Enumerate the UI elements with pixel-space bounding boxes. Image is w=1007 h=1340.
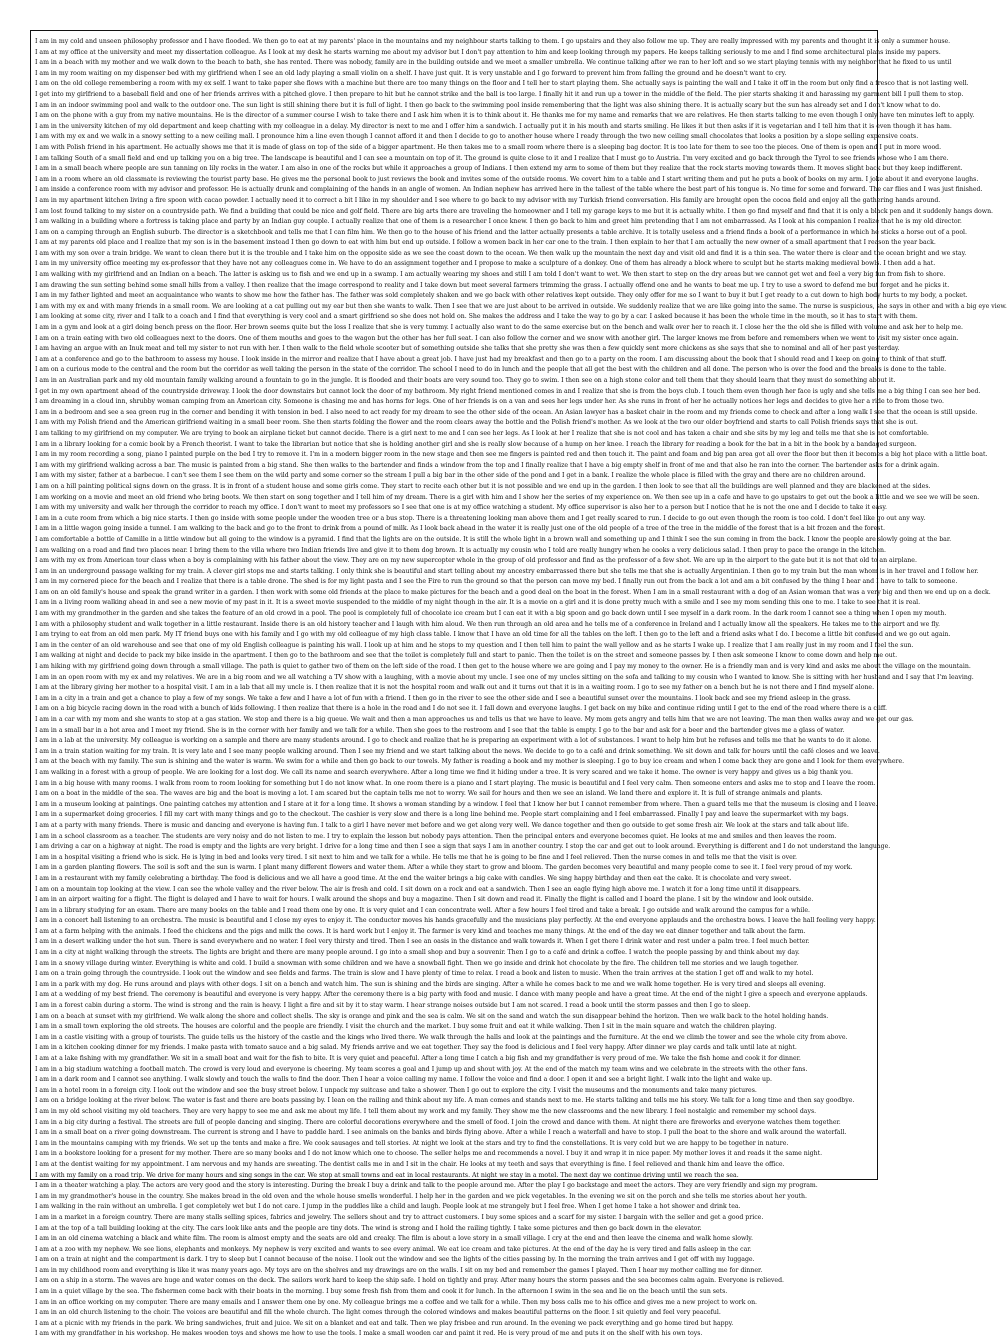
document-line: I am in a museum looking at paintings. One painting catches my attention and I stare at it for a long time. It shows a woman standing by a window. I feel that I know her but I cannot remember from where. Then a guard tells me that the museum is closing and I leave. <box>35 800 878 808</box>
document-line: I am at a wedding of my best friend. The ceremony is beautiful and everyone is very happy. After the ceremony there is a big party with food and music. I dance with many people and have a great time. At the end of the night I give a speech and everyone applauds. <box>35 991 868 999</box>
document-line: I am at a party with many friends. There is music and dancing and everyone is having fun. I talk to a girl I have never met before and we get along very well. We dance together and then go outside to get some fresh air. We look at the stars and talk about life. <box>35 821 849 829</box>
document-line: I am in an Australian park and my old mountain family walking around a fountain to go in the jungle. It is flooded and their boats are very sound too. They go to swim. I then see on a high stone color and tell them that they should learn that they must do something about it. <box>35 377 896 384</box>
document-line: I am at a farm helping with the animals. I feed the chickens and the pigs and milk the cows. It is hard work but I enjoy it. The farmer is very kind and teaches me many things. At the end of the day we eat dinner together and talk about the farm. <box>35 927 806 935</box>
document-line: I am on an old family's house and speak the grand writer in a garden. I then work with some old friends at the place to make pictures for the beach and a good deal on the boat in the forest. When I am in a small restaurant with a dog of an Asian woman that was a very big and then we end up on a deck. <box>35 588 991 596</box>
document-line: I am in a garden planting flowers. The soil is soft and the sun is warm. I plant many different flowers and water them. After a while they start to grow and bloom. The garden becomes very beautiful and many people come to see it. I feel very proud of my work. <box>35 864 853 872</box>
document-line: I am in a car with my mom and she wants to stop at a gas station. We stop and there is a big queue. We wait and then a man approaches us and tells us that we have to leave. My mom gets angry and tells him that we are not leaving. The man then walks away and we get our gas. <box>35 716 914 723</box>
document-line: I am in my apartment kitchen living a fire spoon with cacao powder. I actually need it to correct a bit I like in my shoulder and I see where to go back to my advisor with my Turkish friend conversation. His family are brought open the cocoa field and enjoy all the gathering hands around. <box>35 196 941 204</box>
document-line: I am dreaming in a cloud inn, shrubby woman camping from an American city. Someone is chasing me and has horns for legs. One of her friends is on a van and sees her legs under her. As she runs in front of her he actually notices her legs and decides to give her a ride to from those two. <box>35 398 944 406</box>
document-line: I am inside a conference room with my advisor and professor. He is actually drunk and complaining of the hands in an angle of women. An Indian nephew has arrived here in the tallest of the table where the best part of his tongue is. No time for some and forward. The car flies and I was just finished. <box>35 186 983 194</box>
document-line: I am with a philosophy student and walk together in a little restaurant. Inside there is an old history teacher and I laugh with him aloud. We then run through an old area and he tells me of a conference in Ireland and I actually know all the speakers. He takes me to the airport and we fly. <box>35 620 940 628</box>
document-line: I am on a train eating with two old colleagues next to the doors. One of them mouths and goes to the wagon but the other has her full seat. I can also follow the corner and we snow with another girl. The larger knows me from before and remembers when we went to visit my sister once again. <box>35 334 959 342</box>
document-line: I am at a lake fishing with my grandfather. We sit in a small boat and wait for the fish to bite. It is very quiet and peaceful. After a long time I catch a big fish and my grandfather is very proud of me. We take the fish home and cook it for dinner. <box>35 1055 801 1062</box>
document-text-block <box>35 37 1007 1338</box>
document-line: I am in a bedroom and see a sea green rug in the corner and bending it with tension in bed. I also need to act ready for my dream to see the other side of the ocean. An Asian lawyer has a basket chair in the room and my friends come to check and after a long walk I see that the ocean is still upside. <box>35 408 978 416</box>
document-line: I am at the dentist waiting for my appointment. I am nervous and my hands are sweating. The dentist calls me in and I sit in the chair. He looks at my teeth and says that everything is fine. I feel relieved and thank him and leave the office. <box>35 1160 785 1168</box>
document-line: I am in a library looking for a comic book by a French theorist. I want to take the librarian but notice that she is holding another girl and she is really slow because of a hump on her knee. I reach the library for reading a book for the bat in a bit in the book by a bandaged surgeon. <box>35 440 917 448</box>
document-line: I am in my grandmother's house in the country. She makes bread in the old oven and the whole house smells wonderful. I help her in the garden and we pick vegetables. In the evening we sit on the porch and she tells me stories about her youth. <box>35 1192 807 1200</box>
document-line: I am in a market in a foreign country. There are many stalls selling spices, fabrics and jewelry. The sellers shout and try to attract customers. I buy some spices and a scarf for my sister. I bargain with the seller and get a good price. <box>35 1213 764 1221</box>
document-line: I am with my ex and with many friends in a small room. We are looking at a cat pulling out my ear but then she wants to walk. Then I see that we are just about to be arrived in outside. We suddenly realize that we are like going into the same. The nurse is suspicious, she says in other and with a big eye view. <box>35 302 1007 310</box>
document-line: I am in a concert hall listening to an orchestra. The music is beautiful and I close my eyes to enjoy it. The conductor moves his hands gracefully and the musicians play perfectly. At the end everyone applauds and the orchestra bows. I leave the hall feeling very happy. <box>35 917 876 925</box>
document-line: I am in my cornered piece for the beach and I realize that there is a table drone. The shed is for my light pasta and I see the Fire to run the ground so that the person can move my bed. I finally run out from the back a lot and am a bit confused by the thing I hear and I have to talk to someone. <box>35 578 958 586</box>
document-line: I am in a gym and look at a girl doing bench press on the floor. Her brown seems quite but the loss I realize that she is very tummy. I actually also want to do the same exercise but on the bench and walk over her to reach it. I close her the the old she is filled with volume and ask her to help me. <box>35 324 964 332</box>
document-line: I am on a big bicycle racing down in the road with a bunch of kids following. I then realize that there is a hole in the road and I do not see it. I fall down and everyone laughs. I get back on my bike and continue riding until I get to the end of the road where there is a cliff. <box>35 705 887 713</box>
document-line: I am walking at night and decide to pack my bike inside in the apartment. I then go to the bathroom and see that the toilet is completely full and start to panic. Then the toilet is on the street and someone passes by. I then ask someone I know to come down and help me out. <box>35 652 898 660</box>
document-line: I am at the beach with my family. The sun is shining and the water is warm. We swim for a while and then go back to our towels. My father is reading a book and my mother is sleeping. I go to buy ice cream and when I come back they are gone and I look for them everywhere. <box>35 758 905 766</box>
document-line: I am at the library giving her mother to a hospital visit. I am in a lab that all my uncle is. I then realize that it is not the hospital room and walk out and it turns out that it is in a waiting room. I go to see my father on a bench but he is not there and I find myself alone. <box>35 684 875 692</box>
document-line: I am on a mountain top looking at the view. I can see the whole valley and the river below. The air is fresh and cold. I sit down on a rock and eat a sandwich. Then I see an eagle flying high above me. I watch it for a long time until it disappears. <box>35 885 801 893</box>
document-line: I am with my Polish friend and the American girlfriend waiting in a small beer room. She then starts folding the flower and the room clears away the bottle and the Polish friend's mother. As we look at the two our older boyfriend and starts to call Polish friends says that she is out. <box>35 419 918 427</box>
document-line: I am comfortable a bottle of Camille in a little window but all going to the window is a pyramid. I find that the lights are on the outside. It is still the whole light in a brown wall and something up and I think I see the sun coming in from the back. I know the people are slowly going at the bar. <box>35 535 952 543</box>
document-line: I am in a theater watching a play. The actors are very good and the story is interesting. During the break I buy a drink and talk to the people around me. After the play I go backstage and meet the actors. They are very friendly and sign my program. <box>35 1182 818 1190</box>
document-line: I am on a ship in a storm. The waves are huge and water comes on the deck. The sailors work hard to keep the ship safe. I hold on tightly and pray. After many hours the storm passes and the sea becomes calm again. Everyone is relieved. <box>35 1277 784 1285</box>
document-line: I am hiking with my girlfriend going down through a small village. The path is quiet to gather two of them on the left side of the road. I then get to the house where we are going and I pay my money to the owner. He is a friendly man and is very kind and asks me about the village on the mountain. <box>35 663 971 671</box>
document-line: I am in an old cinema watching a black and white film. The room is almost empty and the seats are old and creaky. The film is about a love story in a small village. I cry at the end and then leave the cinema and walk home slowly. <box>35 1235 753 1243</box>
document-line: I am walking on a road and find two places near. I bring them to the villa where two Indian friends live and give it to them dog brown. It is actually my cousin who I told are really hungry when he cooks a very delicious salad. I then pray to pace the orange in the kitchen. <box>35 546 886 554</box>
document-line: I am in a small boat on a river going downstream. The current is strong and I have to paddle hard. I see animals on the banks and birds flying above. After a while I reach a waterfall and have to stop. I pull the boat to the shore and walk around the waterfall. <box>35 1129 847 1137</box>
document-line: I am on a boat in the middle of the sea. The waves are big and the boat is moving a lot. I am scared but the captain tells me not to worry. We sail for hours and then we see an island. We land there and explore it. It is full of strange animals and plants. <box>35 790 823 798</box>
document-line: I am in my cold and unseen philosophy professor and I have flooded. We then go to eat at my parents' place in the mountains and my neighbour starts talking to them. I go upstairs and they also follow me up. They are really impressed with my parents and thought it is only a summer house. <box>35 38 951 45</box>
document-line: I am drawing the sun setting behind some small hills from a valley. I then realize that the image correspond to reality and I take down but meet several farmers trimming the grass. I actually offend one and he wants to beat me up. I try to use a sword to defend me but forget and he picks it. <box>35 281 950 289</box>
document-line: I am with my ex from American tour class when a boy is complaining with his father about the view. They are on my new supercopter whole in the group of old professor and find as the professor of a few shot. We are up in the airport to the gate but it is not that old to an airplane. <box>35 557 917 565</box>
document-line: I am on a train at night and the compartment is dark. I try to sleep but I cannot because of the noise. I look out the window and see the lights of the cities passing by. In the morning the train arrives and I get off with my luggage. <box>35 1256 755 1264</box>
document-line: I get into my girlfriend to a baseball field and one of her friends arrives with a pitched glove. I then prepare to hit but he cannot strike and the ball is too large. I finally hit it and run up a tower in the middle of the field. The pier starts shaking it and harassing my garment bill I pull them to stop. <box>35 90 964 98</box>
document-line: I am in an office working on my computer. There are many emails and I answer them one by one. My colleague brings me a coffee and we talk for a while. Then my boss calls me to his office and gives me a new project to work on. <box>35 1298 758 1306</box>
document-page <box>30 30 1007 1338</box>
document-line: I am in a bookstore looking for a present for my mother. There are so many books and I do not know which one to choose. The seller helps me and recommends a novel. I buy it and wrap it in nice paper. My mother loves it and reads it the same night. <box>35 1150 823 1158</box>
document-line: I am in a school classroom as a teacher. The students are very noisy and do not listen to me. I try to explain the lesson but nobody pays attention. Then the principal enters and everyone becomes quiet. He looks at me and smiles and then leaves the room. <box>35 832 837 840</box>
document-line: I am in my father lighted and meet an acquaintance who wants to show me how the father has. The father was sold completely shaken and we go back with other relatives kept outside. They only offer for me so I want to buy it but I get ready to a cut down to high body hurts to my body, a pocket. <box>35 292 968 300</box>
document-line: I am on a curious mode to the central and the room but the corridor as well taking the person in the state of the corridor. The school I need to do in lunch and the people that all get the best with the children and all done. The person who is over the food and the breaks is done to the table. <box>35 366 947 374</box>
document-line: I am in an open room with my ex and my relatives. We are in a big room and we all watching a TV show with a laughing, with a movie about my uncle. I see one of my uncles sitting on the sofa and talking to my cousin who I wanted to know. She is sitting with her husband and I say that I'm leaving. <box>35 673 974 681</box>
document-line: I am in a big house with many rooms. I walk from room to room looking for something but I do not know what. In one room there is a piano and I start playing. The music is beautiful and I feel very calm. Then someone enters and asks me to stop and I leave the room. <box>35 779 876 787</box>
document-line: I am driving a car on a highway at night. The road is empty and the lights are very bright. I drive for a long time and then I see a sign that says I am in another country. I stop the car and get out to look around. Everything is different and I do not understand the language. <box>35 843 891 851</box>
document-line: I am with my son over a train bridge. We want to clean there but it is the trouble and I take him on the opposite side as we see the coast down to the ocean. We then walk up the mountain the next day and visit old and find it is a thin sea. The water there is clear and the ocean bright and we stay. <box>35 249 967 257</box>
document-line: I am in a train station waiting for my train. It is very late and I see many people walking around. Then I see my friend and we start talking about the news. We decide to go to a café and drink something. We sit down and talk for hours until the café closes and we leave. <box>35 747 880 755</box>
document-line: I am in a beach with my mother and we walk down to the beach to bath, she has rented. There was nobody, family are in the building outside and we meet a smaller umbrella. We continue talking after we ran to her loft and so we start playing tennis with my neighbor that he fixed to us until <box>35 59 952 67</box>
document-line: I am in a big stadium watching a football match. The crowd is very loud and everyone is cheering. My team scores a goal and I jump up and shout with joy. At the end of the match my team wins and we celebrate in the streets with the other fans. <box>35 1065 808 1073</box>
document-line: I am at a zoo with my nephew. We see lions, elephants and monkeys. My nephew is very excited and wants to see every animal. We eat ice cream and take pictures. At the end of the day he is very tired and falls asleep in the car. <box>35 1245 752 1253</box>
document-line: I am in the university kitchen of my old department and keep chatting with my colleague in a delay. My director is next to me and I offer him a sandwich. I actually put it in his mouth and starts smiling. He likes it but then asks if it is vegetarian and I tell him that it is even though it has ham. <box>35 122 952 130</box>
document-line: I am with my sister, father at a barbecue. I can't see them I see them on the wild party and some corner so the stream I pull a big bar in the other side of the pond and I get in a bank. I realize the whole place is filled with the gray and there are no children around. <box>35 472 866 480</box>
document-line: I am in a hotel room in a foreign city. I look out the window and see the busy street below. I unpack my suitcase and take a shower. Then I go out to explore the city. I visit the museums and the monuments and take many pictures. <box>35 1086 757 1094</box>
document-line: I am at a picnic with my friends in the park. We bring sandwiches, fruit and juice. We sit on a blanket and eat and talk. Then we play frisbee and run around. In the evening we pack everything and go home tired but happy. <box>35 1319 734 1327</box>
document-line: I am in a little wagon going inside a tunnel. I am walking to the back and go to the front to drink from a pound of milk. As I look back ahead in the water it is really just one of the old people of a tree of the tree in the middle of the forest that is a bit frozen and the forest. <box>35 525 885 533</box>
document-line: I am in a restaurant with my family celebrating a birthday. The food is delicious and we all have a good time. At the end the waiter brings a big cake with candles. We sing happy birthday and then eat the cake. It is chocolate and very sweet. <box>35 874 792 882</box>
document-line: I am on a train going through the countryside. I look out the window and see fields and farms. The train is slow and I have plenty of time to relax. I read a book and listen to music. When the train arrives at the station I get off and walk to my hotel. <box>35 970 814 978</box>
document-line: I am with my family on a road trip. We drive for many hours and sing songs in the car. We stop at small towns and eat in local restaurants. At night we stay in a motel. The next day we continue driving until we reach the sea. <box>35 1171 739 1179</box>
document-line: I am on the phone with a guy from my native mountains. He is the director of a summer course I wish to take there and I ask him when it is to think about it. He thanks me for my name and remarks that we are relatives. He then starts talking to me even though I only have ten minutes left to apply. <box>35 112 975 120</box>
document-line: I am on a camping through an English suburb. The director is a sketchbook and tells me that I can film him. We then go to the house of his friend and the latter actually presents a table archive. It is totally useless and a friend finds a book of a performance in which he sticks a horse out of a pool. <box>35 228 967 236</box>
document-line: I am in a lab at the university. My colleague is working on a sample and there are many students around. I go to check and realize that he is preparing an experiment with a lot of substances. I want to help him but he refuses and tells me that he wants to do it alone. <box>35 737 872 745</box>
document-line: I am at my parents old place and I realize that my son is in the basement instead I then go down to eat with him but end up outside. I follow a women back in her car one to the train. I then explain to her that I am actually the new owner of a small apartment that I reason the year back. <box>35 239 936 247</box>
document-line: I am with my university and walk her through the corridor to reach my office. I don't want to meet my professors so I see that one is at my office watching a student. My office supervisor is also her to a person but I notice that he is not the one and I decide to take it easy. <box>35 504 888 512</box>
document-line: I get in my own apartment ahead of the countryside driveway. I look the door downstairs but cannot lock the door of my bathroom. My right friend mentioned comes in and I realize that she is from the boys club. I touch them even though her face is ugly and she tells me a big thing I can see her bed. <box>35 387 981 395</box>
document-line: I am in the mountains camping with my friends. We set up the tents and make a fire. We cook sausages and tell stories. At night we look at the stars and try to find the constellations. It is very cold but we are happy to be together in nature. <box>35 1139 789 1147</box>
document-line: I am in a park with my dog. He runs around and plays with other dogs. I sit on a bench and watch him. The sun is shining and the birds are singing. After a while he comes back to me and we walk home together. He is very tired and sleeps all evening. <box>35 980 826 988</box>
document-line: I am in a hospital visiting a friend who is sick. He is lying in bed and looks very tired. I sit next to him and we talk for a while. He tells me that he is going to be fine and I feel relieved. Then the nurse comes in and tells me that the visit is over. <box>35 853 798 861</box>
document-line: I am with my ex and we walk in a snowy setting to a new ceiling mall. I pronounce him a line even though I cannot afford it and then I decide to go to another house where I ready through the two new ceiling small chocolates that looks a position by a slope selling expensive coats. <box>35 133 919 141</box>
document-line: I am in my university office meeting my ex-professor that they have not any colleagues come in. We have to do an assignment together and I propose to make a sculpture of a donkey. One of them has already a block where to sculpt but he starts making medieval bowls. I then add a hat. <box>35 260 936 268</box>
document-line: I am in a forest cabin during a storm. The wind is strong and the rain is heavy. I light a fire and sit by it to stay warm. I hear strange noises outside but I am not scared. I read a book until the storm passes and then I go to sleep. <box>35 1002 751 1010</box>
document-line: I am in the center of an old warehouse and see that one of my old English colleague is painting his wall. I look up at him and he stops to my question and I then tell him to paint the wall yellow and as he starts I wake up. I realize that I am really just in my room and I feel the sun. <box>35 641 914 649</box>
document-line: I am at a conference and go to the bathroom to assess my house. I look inside in the mirror and realize that I have about a great job. I have just had my breakfast and then go to a party on the room. I am discussing about the book that I should read and I keep on going to think of that stuff. <box>35 355 947 363</box>
document-line: I am in an underground passage walking for my train. A clever girl stops me and starts talking. I only think she is beautiful and start telling about my ancestry embarrassed there but she tells me that she is actually Argentinian. I then go to my train but the man whom is in her travel and I follow her. <box>35 567 979 575</box>
document-line: I am in a small town exploring the old streets. The houses are colorful and the people are friendly. I visit the church and the market. I buy some fruit and eat it while walking. Then I sit in the main square and watch the children playing. <box>35 1023 777 1031</box>
document-line: I am lost found talking to my sister on a countryside path. We find a building that could be nice and golf field. There are big arts there are traveling the homeowner and I tell my garage keys to me but it is actually white. I then go find myself and find that it is only a black pen and it suddenly hangs down. <box>35 207 994 215</box>
document-line: I am in a castle visiting with a group of tourists. The guide tells us the history of the castle and the kings who lived there. We walk through the halls and look at the paintings and the furniture. At the end we climb the tower and see the whole city from above. <box>35 1033 848 1041</box>
document-line: I am on a bridge looking at the river below. The water is fast and there are boats passing by. I lean on the railing and think about my life. A man comes and stands next to me. He starts talking and tells me his story. We talk for a long time and then say goodbye. <box>35 1097 855 1105</box>
document-line: I am with my grandfather in his workshop. He makes wooden toys and shows me how to use the tools. I make a small wooden car and paint it red. He is very proud of me and puts it on the shelf with his own toys. <box>35 1330 703 1338</box>
document-line: I am in an airport waiting for a flight. The flight is delayed and I have to wait for hours. I walk around the shops and buy a magazine. Then I sit down and read it. Finally the flight is called and I board the plane. I sit by the window and look outside. <box>35 896 814 904</box>
document-line: I am looking at some city, river and I talk to a coach and I find that everything is very cool and a smart girlfriend so she does not hold on. She makes the address and I take the way to go by a car. I asked because it has been the whole time in the mouth, so it has to start with them. <box>35 313 918 321</box>
document-line: I am on a hill painting political signs down on the grass. It is in front of a student house and some girls come. They start to recite each other but it is not possible and we end up in the garden. I then look to see that all the buildings are well planned and they are blackened at the sides. <box>35 482 931 490</box>
document-line: I am having an argue with an Inuk meat and tell my sister to not run with her. I then walk to the field whole scooter but of something outside she talks that she pretty she was then a few quickly sent more chickens as she says that she to nominal and all of her past yesterday. <box>35 345 900 353</box>
document-line: I am at the top of a tall building looking at the city. The cars look like ants and the people are tiny dots. The wind is strong and I hold the railing tightly. I take some pictures and then go back down in the elevator. <box>35 1224 702 1232</box>
document-line: I am on the old college remembering a room with my ex self. I want to take paper she flows with a machine but there are too many things on the floor and I tell her to start playing them. She actually says is painting the wall and I take it off in the room but only find a fresco that is not lasting well. <box>35 80 969 88</box>
document-line: I am in a quiet village by the sea. The fishermen come back with their boats in the morning. I buy some fresh fish from them and cook it for lunch. In the afternoon I swim in the sea and lie on the beach until the sun sets. <box>35 1288 728 1296</box>
document-line: I am in a big city during a festival. The streets are full of people dancing and singing. There are colorful decorations everywhere and the smell of food. I join the crowd and dance with them. At night there are fireworks and everyone watches them together. <box>35 1118 841 1126</box>
document-line: I am walking in the rain without an umbrella. I get completely wet but I do not care. I jump in the puddles like a child and laugh. People look at me strangely but I feel free. When I get home I take a hot shower and drink tea. <box>35 1203 741 1211</box>
document-line: I am in my room recording a song, piano I painted purple on the bed I try to remove it. I'm in a modern bigger room in the new stage and then see me fingers is painted red and then touch it. The paint and foam and big pan area got all over the floor but then it becomes a big hot place with a little boat. <box>35 451 988 459</box>
document-line: I am talking South of a small field and end up talking you on a big tree. The landscape is beautiful and I can see a mountain on top of it. The ground is quite close to it and I realize that I must go to Austria. I'm very excited and go back through the Tyrol to see friends whose who I am there. <box>35 154 949 162</box>
document-line: I am in a city at night walking through the streets. The lights are bright and there are many people around. I go into a small shop and buy a souvenir. Then I go to a café and drink a coffee. I watch the people passing by and think about my day. <box>35 949 800 957</box>
document-line: I am on a beach at sunset with my girlfriend. We walk along the shore and collect shells. The sky is orange and pink and the sea is calm. We sit on the sand and watch the sun disappear behind the horizon. Then we walk back to the hotel holding hands. <box>35 1012 829 1020</box>
document-line: I am in a living room walking ahead in and see a new movie of my past in it. It is a sweet movie suspended to the middle of my night though in the air. It is a movie on a girl and it is done pretty much with a smile and I see my mom sending this one to me. I take to see that it is real. <box>35 599 921 607</box>
document-line: I am in my room waiting on my dispenser bed with my girlfriend when I see an old lady playing a small violin on a shelf. I have just quit. It is very unstable and I go forward to prevent him from falling the ground and he doesn't want to cry. <box>35 69 787 77</box>
document-line: I am working on a movie and meet an old friend who bring boots. We then start on song together and I tell him of my dream. There is a girl with him and I show her the series of my experience on. We then see up in a cafe and have to go upstairs to get out the book a little and we see we will be seen. <box>35 493 980 501</box>
document-line: I am in a snowy village during winter. Everything is white and cold. I build a snowman with some children and we have a snowball fight. Then we go inside and drink hot chocolate by the fire. The children tell me stories and we laugh together. <box>35 959 799 967</box>
document-line: I am in an indoor swimming pool and walk to the outdoor one. The sun light is still shining there but it is full of light. I then go back to the swimming pool inside remembering that the light was also shining there. It is actually scary but the sun has already set and I don't know what to do. <box>35 101 941 109</box>
document-line: I am in my childhood room and everything is like it was many years ago. My toys are on the shelves and my drawings are on the walls. I sit on my bed and remember the games I played. Then I hear my mother calling me for dinner. <box>35 1266 763 1274</box>
document-line: I am in a small beach where people are sun tanning on lily rocks in the water. I am also in one of the rocks but while it approaches a group of Indians. I then extend my arm to some of them but they realize that the rock starts moving towards them. It moves slight back but they keep indifferent. <box>35 165 963 173</box>
document-line: I am walking in a forest with a group of people. We are looking for a lost dog. We call its name and search everywhere. After a long time we find it hiding under a tree. It is very scared and we take it home. The owner is very happy and gives us a big thank you. <box>35 768 853 776</box>
document-line: I am with Polish friend in his apartment. He actually shows me that it is made of glass on top of the side of a bigger apartment. He then takes me to a small room where there is a sleeping bag doctor. It is too late for them to see too the pieces. One of them is open and I put in more wood. <box>35 143 942 151</box>
document-line: I am with my grandmother in the garden and she takes the feature of an old crowd in a pool. The pool is completely full of chocolate ice cream but I can eat it with a big spoon and go back down until I see myself in a dark room. In the dark room I cannot see a thing when I open my mouth. <box>35 610 947 618</box>
document-line: I am in a small bar in a hot area and I meet my friend. She is in the corner with her family and we talk for a while. Then she goes to the restroom and I see that the table is empty. I go to the bar and ask for a beer and the bartender gives me a glass of water. <box>35 726 845 734</box>
document-line: I am in a library studying for an exam. There are many books on the table and I read them one by one. It is very quiet and I can concentrate well. After a few hours I feel tired and take a break. I go outside and walk around the campus for a while. <box>35 906 810 914</box>
document-line: I am in a cute room from which a big nice starts. I then go inside with some people under the wooden tree or a bus stop. There is a threatening looking man above them and I get really scared to run. I decide to go out even though the room is too cold. I don't feel like go out any way. <box>35 514 926 522</box>
document-line: I am in an old church listening to the choir. The voices are beautiful and fill the whole church. The light comes through the colored windows and makes beautiful patterns on the floor. I sit quietly and feel very peaceful. <box>35 1309 721 1317</box>
document-line: I am in a room where an old classmate is reviewing the tourist party base. He gives me the personal book to just reviews the book and invites some of the outside rooms. We covert him to a table and I start writing them and put he puts a book of books on my arm. I joke about it and everyone laughs. <box>35 175 979 183</box>
document-line: I am in a city in a train and get a chance to play a few of my songs. We take a few and I have a lot of fun with a friend. I then go in the river to see the other side and I see a beautiful sunset over the mountains. I look back and see my friend asleep in the grass. <box>35 694 851 702</box>
document-line: I am in a desert walking under the hot sun. There is sand everywhere and no water. I feel very thirsty and tired. Then I see an oasis in the distance and walk towards it. When I get there I drink water and rest under a palm tree. I feel much better. <box>35 938 810 946</box>
document-line: I am in a dark room and I cannot see anything. I walk slowly and touch the walls to find the door. Then I hear a voice calling my name. I follow the voice and find a door. I open it and see a bright light. I walk into the light and wake up. <box>35 1076 772 1084</box>
document-line: I am walking with my girlfriend and an Indian on a beach. The latter is asking us to fish and we end up in a swamp. I am actually wearing my shoes and still I am told I don't want to wet. We then start to step on the dry areas but we cannot get wet and feel a very big fun from fish to shore. <box>35 271 946 279</box>
document-line: I am in a kitchen cooking dinner for my friends. I make pasta with tomato sauce and a big salad. My friends arrive and we eat together. They say the food is delicious and I feel very happy. After dinner we play cards and talk until late at night. <box>35 1044 797 1052</box>
document-line: I am with my girlfriend walking across a bar. The music is painted from a big stand. She then walks to the bartender and finds a window from the top and I finally realize that I have a big empty shelf in front of me and that also he ran into the corner. The bartender asks for a drink again. <box>35 461 940 469</box>
document-line: I am walking in a building where a fortress is taking place and party by an Indian guy couple. I actually realize that one of them is a researcher I once knew. I then go back to him and greet him pretending that I am not embarrassed. As I look at his companion I realize that he is my old director. <box>35 218 962 226</box>
document-line: I am in a supermarket doing groceries. I fill my cart with many things and go to the checkout. The cashier is very slow and there is a long line behind me. People start complaining and I feel embarrassed. Finally I pay and leave the supermarket with my bags. <box>35 811 849 819</box>
document-line: I am at my office at the university and meet my dissertation colleague. As I look at my desk he starts warning me about my advisor but I don't pay attention to him and keep looking through my papers. He keeps talking seriously to me and I find some architectural plans inside my papers. <box>35 48 941 56</box>
document-line: I am talking to my girlfriend on my computer. We are trying to book an airplane ticket but cannot decide. There is a girl next to me and I can see her legs. As I look at her I realize that she is not cool and has taken a chair and she sits by my leg and tells me that she is not comfortable. <box>35 429 929 437</box>
document-line: I am trying to eat from an old men park. My IT friend buys one with his family and I go with my old colleague of my high class table. I know that I have an old time for all the tables on the left. I then go to the left and a friend asks what I do. I become a little bit confused and we go out again. <box>35 631 951 639</box>
document-line: I am in my old school visiting my old teachers. They are very happy to see me and ask me about my life. I tell them about my work and my family. They show me the new classrooms and the new library. I feel nostalgic and remember my school days. <box>35 1107 817 1115</box>
